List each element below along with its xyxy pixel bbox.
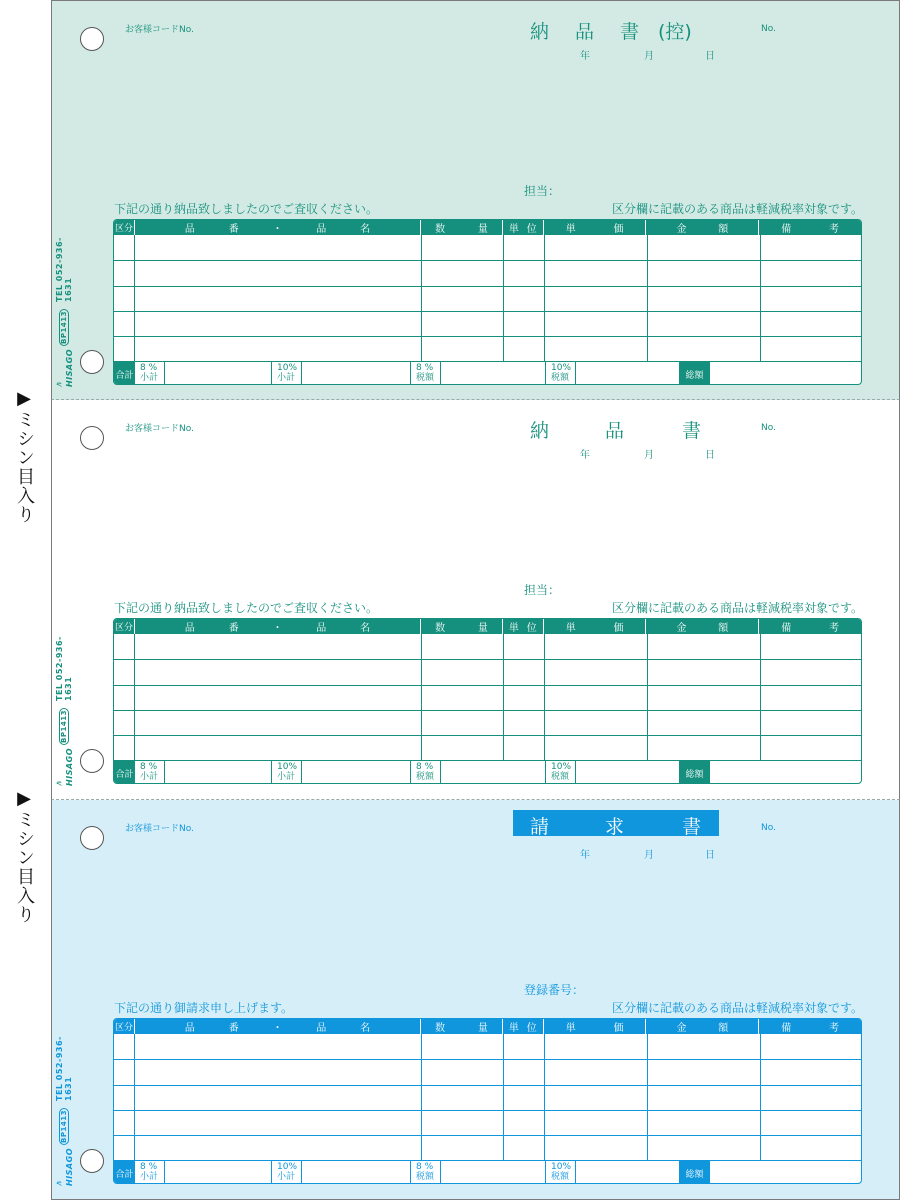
column-header-char: 品 (184, 623, 195, 634)
column-divider (647, 634, 648, 760)
column-header-char: 名 (360, 224, 371, 235)
column-header (135, 619, 421, 634)
publisher-imprint (55, 1036, 74, 1186)
totals-cell-label (546, 761, 576, 784)
delivery-note-copy-form (51, 0, 900, 400)
totals-cell-label (135, 362, 165, 385)
publisher-tel: TEL 052-936-1631 (55, 636, 73, 702)
column-header-char: 考 (829, 224, 839, 235)
items-table (113, 219, 862, 385)
amount-kind-label: 小計 (277, 373, 296, 383)
column-header-char: 備 (781, 1023, 792, 1034)
date-month-label: 月 (644, 450, 654, 461)
tax-rate-label: 10% (277, 1162, 298, 1172)
total-label: 合計 (114, 362, 135, 385)
column-header-char: 備 (781, 623, 792, 634)
column-divider (421, 634, 422, 760)
perforation-note-2 (6, 790, 42, 924)
column-header-char: 区分 (114, 224, 133, 234)
perforation-note-1 (6, 390, 42, 524)
row-divider (114, 1135, 861, 1136)
row-divider (114, 311, 861, 312)
grand-total-label: 総額 (679, 1161, 710, 1184)
column-header-char: 名 (360, 1023, 371, 1034)
column-header (544, 619, 647, 634)
column-header-char: 品 (184, 224, 195, 235)
date-year-label: 年 (580, 850, 590, 861)
column-header-char: ・ (272, 1023, 283, 1034)
tax-rate-label: 10% (551, 363, 572, 373)
title-char: 書 (620, 21, 640, 43)
totals-row (114, 760, 861, 784)
row-divider (114, 1085, 861, 1086)
column-header-char: 価 (613, 623, 624, 634)
tax-rate-label: 8 % (140, 363, 158, 373)
tax-rate-label: 8 % (140, 762, 158, 772)
totals-row (114, 1160, 861, 1184)
date-day-label: 日 (705, 51, 715, 62)
date-year-label: 年 (580, 51, 590, 62)
amount-kind-label: 税額 (416, 772, 435, 782)
row-divider (114, 685, 861, 686)
punch-hole (80, 27, 104, 51)
customer-code-label: お客様コードNo. (125, 824, 194, 834)
punch-hole (80, 350, 104, 374)
column-header (421, 619, 503, 634)
triangle-right-icon: ▶ (17, 788, 31, 809)
tax-rate-label: 8 % (416, 1162, 434, 1172)
column-header-char: 金 (676, 224, 687, 235)
column-header-char: 品 (316, 1023, 327, 1034)
items-table (113, 1018, 862, 1184)
perforation-label: ミシン目入り (14, 810, 35, 924)
tax-rate-label: 10% (551, 1162, 572, 1172)
column-divider (503, 634, 504, 760)
column-header-char: 番 (228, 224, 239, 235)
totals-cell-label (272, 362, 302, 385)
column-header (114, 619, 135, 634)
column-header-char: 量 (477, 1023, 488, 1034)
totals-cell-label (546, 1161, 576, 1184)
amount-kind-label: 小計 (140, 772, 159, 782)
publisher-logo: ﾊHISAGO (55, 748, 74, 786)
column-header-char: 単 (565, 623, 576, 634)
column-header (503, 619, 544, 634)
column-divider (544, 235, 545, 361)
publisher-tel: TEL 052-936-1631 (55, 237, 73, 303)
person-in-charge-label: 担当： (524, 184, 561, 198)
table-header (114, 619, 861, 634)
totals-cell-label (411, 362, 441, 385)
publisher-tel: TEL 052-936-1631 (55, 1036, 73, 1102)
column-header-char: 位 (526, 623, 537, 634)
column-header-char: 価 (613, 224, 624, 235)
date-month-label: 月 (644, 51, 654, 62)
table-header (114, 1019, 861, 1034)
grand-total-label: 総額 (679, 362, 710, 385)
amount-kind-label: 小計 (277, 1172, 296, 1182)
reduced-tax-note: 区分欄に記載のある商品は軽減税率対象です。 (611, 601, 863, 615)
totals-cell-label (272, 761, 302, 784)
title-char: 書 (682, 816, 702, 838)
tax-rate-label: 8 % (416, 762, 434, 772)
table-header (114, 220, 861, 235)
column-header (646, 1019, 759, 1034)
column-header (421, 220, 503, 235)
totals-cell-label (135, 1161, 165, 1184)
number-label: No. (761, 423, 776, 433)
totals-cell-label (411, 1161, 441, 1184)
row-divider (114, 710, 861, 711)
column-header-char: 品 (316, 623, 327, 634)
column-divider (544, 634, 545, 760)
amount-kind-label: 税額 (551, 373, 570, 383)
column-header-char: 単 (565, 224, 576, 235)
column-header-char: 番 (228, 623, 239, 634)
date-day-label: 日 (705, 850, 715, 861)
totals-cell-label (411, 761, 441, 784)
column-header (421, 1019, 503, 1034)
number-label: No. (761, 823, 776, 833)
reduced-tax-note: 区分欄に記載のある商品は軽減税率対象です。 (611, 1001, 863, 1015)
triangle-right-icon: ▶ (17, 388, 31, 409)
product-code: BP1413 (60, 1110, 68, 1143)
column-header-char: ・ (272, 623, 283, 634)
row-divider (114, 286, 861, 287)
column-header-char: 考 (829, 623, 839, 634)
total-label: 合計 (114, 761, 135, 784)
column-header-char: ・ (272, 224, 283, 235)
column-header-char: 位 (526, 1023, 537, 1034)
column-header (135, 1019, 421, 1034)
row-divider (114, 1059, 861, 1060)
column-divider (503, 235, 504, 361)
column-header-char: 備 (781, 224, 792, 235)
column-header-char: 数 (435, 1023, 446, 1034)
title-char: 品 (605, 420, 625, 442)
punch-hole (80, 1149, 104, 1173)
row-divider (114, 1110, 861, 1111)
column-header (503, 220, 544, 235)
column-header (759, 619, 861, 634)
column-header (503, 1019, 544, 1034)
customer-code-label: お客様コードNo. (125, 25, 194, 35)
column-header (114, 220, 135, 235)
column-header (135, 220, 421, 235)
column-header-char: 品 (316, 224, 327, 235)
product-code: BP1413 (60, 710, 68, 743)
title-char: (控) (658, 21, 692, 43)
column-header-char: 名 (360, 623, 371, 634)
row-divider (114, 336, 861, 337)
column-header-char: 量 (477, 623, 488, 634)
column-header (646, 619, 759, 634)
amount-kind-label: 小計 (140, 373, 159, 383)
number-label: No. (761, 24, 776, 34)
title-char: 納 (530, 21, 550, 43)
invoice-form (51, 800, 900, 1200)
tax-rate-label: 8 % (140, 1162, 158, 1172)
publisher-imprint (55, 237, 74, 387)
punch-hole (80, 749, 104, 773)
column-header-char: 金 (676, 623, 687, 634)
row-divider (114, 659, 861, 660)
column-header (646, 220, 759, 235)
column-header-char: 額 (718, 1023, 729, 1034)
column-header (114, 1019, 135, 1034)
product-code: BP1413 (60, 311, 68, 344)
registration-number-label: 登録番号： (524, 983, 585, 997)
title-char: 書 (682, 420, 702, 442)
column-header (759, 1019, 861, 1034)
intro-text: 下記の通り納品致しましたのでご査収ください。 (114, 202, 379, 216)
form-title (513, 810, 719, 836)
publisher-logo: ﾊHISAGO (55, 349, 74, 387)
tax-rate-label: 10% (277, 762, 298, 772)
title-char: 品 (575, 21, 595, 43)
column-divider (134, 1034, 135, 1160)
totals-row (114, 361, 861, 385)
column-header-char: 位 (526, 224, 537, 235)
column-divider (421, 235, 422, 361)
column-divider (134, 235, 135, 361)
reduced-tax-note: 区分欄に記載のある商品は軽減税率対象です。 (611, 202, 863, 216)
tax-rate-label: 10% (551, 762, 572, 772)
date-day-label: 日 (705, 450, 715, 461)
amount-kind-label: 小計 (140, 1172, 159, 1182)
title-char: 納 (530, 420, 550, 442)
column-divider (647, 1034, 648, 1160)
totals-cell-label (272, 1161, 302, 1184)
punch-hole (80, 426, 104, 450)
amount-kind-label: 税額 (416, 1172, 435, 1182)
column-header-char: 単 (565, 1023, 576, 1034)
row-divider (114, 735, 861, 736)
title-char: 請 (530, 816, 550, 838)
column-divider (647, 235, 648, 361)
column-divider (760, 1034, 761, 1160)
column-header-char: 額 (718, 224, 729, 235)
totals-cell-label (135, 761, 165, 784)
delivery-note-form (51, 400, 900, 800)
row-divider (114, 260, 861, 261)
column-header (759, 220, 861, 235)
total-label: 合計 (114, 1161, 135, 1184)
column-header-char: 価 (613, 1023, 624, 1034)
perforation-label: ミシン目入り (14, 410, 35, 524)
publisher-logo: ﾊHISAGO (55, 1148, 74, 1186)
column-header-char: 区分 (114, 623, 133, 633)
column-header-char: 金 (676, 1023, 687, 1034)
title-char: 求 (605, 816, 625, 838)
column-header-char: 区分 (114, 1023, 133, 1033)
customer-code-label: お客様コードNo. (125, 424, 194, 434)
column-divider (544, 1034, 545, 1160)
tax-rate-label: 10% (277, 363, 298, 373)
amount-kind-label: 税額 (551, 1172, 570, 1182)
totals-cell-label (546, 362, 576, 385)
column-divider (421, 1034, 422, 1160)
column-header-char: 品 (184, 1023, 195, 1034)
column-header-char: 数 (435, 224, 446, 235)
intro-text: 下記の通り御請求申し上げます。 (114, 1001, 294, 1015)
column-header-char: 量 (477, 224, 488, 235)
column-divider (503, 1034, 504, 1160)
items-table (113, 618, 862, 784)
punch-hole (80, 826, 104, 850)
tax-rate-label: 8 % (416, 363, 434, 373)
column-header-char: 単 (508, 623, 519, 634)
intro-text: 下記の通り納品致しましたのでご査収ください。 (114, 601, 379, 615)
column-divider (134, 634, 135, 760)
grand-total-label: 総額 (679, 761, 710, 784)
publisher-imprint (55, 636, 74, 786)
column-divider (760, 634, 761, 760)
amount-kind-label: 税額 (416, 373, 435, 383)
person-in-charge-label: 担当： (524, 583, 561, 597)
column-header-char: 単 (508, 1023, 519, 1034)
date-year-label: 年 (580, 450, 590, 461)
column-divider (760, 235, 761, 361)
amount-kind-label: 税額 (551, 772, 570, 782)
column-header-char: 考 (829, 1023, 839, 1034)
column-header (544, 1019, 647, 1034)
column-header-char: 数 (435, 623, 446, 634)
column-header-char: 単 (508, 224, 519, 235)
column-header-char: 額 (718, 623, 729, 634)
column-header-char: 番 (228, 1023, 239, 1034)
amount-kind-label: 小計 (277, 772, 296, 782)
column-header (544, 220, 647, 235)
date-month-label: 月 (644, 850, 654, 861)
